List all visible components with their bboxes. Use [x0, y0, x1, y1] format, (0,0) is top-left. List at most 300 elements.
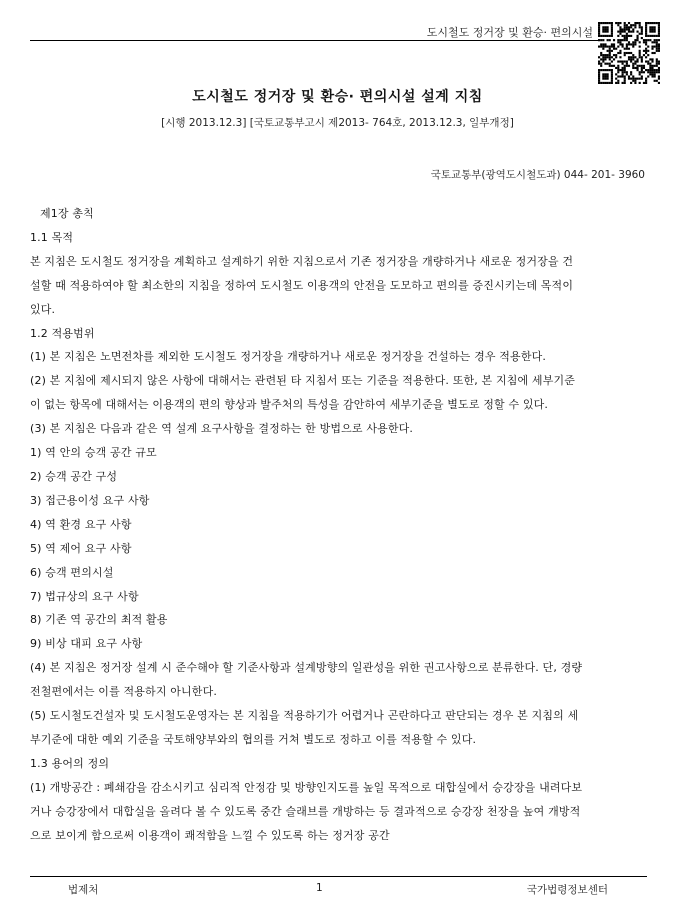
qr-module [619, 26, 621, 28]
qr-module [622, 69, 624, 71]
running-header-title: 도시철도 정거장 및 환승· 편의시설 [426, 26, 593, 39]
qr-module [626, 35, 628, 37]
qr-module [639, 33, 641, 35]
qr-module [634, 82, 636, 84]
qr-module [645, 28, 647, 30]
qr-module [647, 69, 649, 71]
page-number: 1 [316, 882, 323, 894]
qr-module [615, 22, 617, 24]
qr-module [604, 46, 606, 48]
qr-module [654, 46, 656, 48]
qr-module [611, 50, 613, 52]
qr-module [611, 80, 613, 82]
qr-module [622, 43, 624, 45]
qr-module [604, 26, 606, 28]
qr-module [598, 80, 600, 82]
qr-module [607, 46, 609, 48]
qr-module [611, 78, 613, 80]
qr-module [604, 56, 606, 58]
qr-module [636, 58, 638, 60]
qr-module [643, 54, 645, 56]
qr-module [649, 35, 651, 37]
qr-module [641, 65, 643, 67]
qr-module [630, 58, 632, 60]
qr-module [619, 69, 621, 71]
qr-module [611, 56, 613, 58]
qr-module [602, 60, 604, 62]
qr-module [643, 39, 645, 41]
list-item: 9) 비상 대피 요구 사항 [30, 637, 143, 651]
qr-module [641, 69, 643, 71]
list-item: 1) 역 안의 승객 공간 규모 [30, 446, 157, 460]
qr-module [636, 60, 638, 62]
qr-module [630, 78, 632, 80]
qr-module [611, 24, 613, 26]
qr-module [600, 58, 602, 60]
qr-module [651, 73, 653, 75]
qr-module [598, 75, 600, 77]
qr-module [658, 43, 660, 45]
qr-module [647, 22, 649, 24]
qr-module [598, 78, 600, 80]
qr-module [651, 48, 653, 50]
qr-module [634, 22, 636, 24]
qr-module [636, 69, 638, 71]
qr-module [645, 39, 647, 41]
qr-module [645, 24, 647, 26]
qr-module [641, 71, 643, 73]
paragraph-line: 거나 승강장에서 대합실을 올려다 볼 수 있도록 중간 슬래브를 개방하는 등 결과적으로 승강장 천장을 높여 개방적 [30, 804, 581, 818]
qr-module [604, 75, 606, 77]
qr-module [645, 50, 647, 52]
qr-module [609, 39, 611, 41]
qr-module [602, 73, 604, 75]
qr-module [598, 33, 600, 35]
qr-module [602, 58, 604, 60]
qr-module [619, 33, 621, 35]
qr-module [624, 67, 626, 69]
paragraph-line: 있다. [30, 302, 56, 316]
qr-module [651, 65, 653, 67]
qr-module [600, 65, 602, 67]
qr-module [645, 22, 647, 24]
qr-module [607, 31, 609, 33]
qr-module [628, 22, 630, 24]
qr-module [656, 48, 658, 50]
qr-module [636, 39, 638, 41]
qr-module [656, 41, 658, 43]
qr-module [658, 69, 660, 71]
qr-module [639, 41, 641, 43]
qr-module [628, 78, 630, 80]
qr-module [622, 35, 624, 37]
paragraph-line: (5) 도시철도건설자 및 도시철도운영자는 본 지침을 적용하기가 어렵거나 곤란하다고 판단되는 경우 본 지침의 세 [30, 709, 579, 723]
qr-module [658, 22, 660, 24]
qr-module [641, 26, 643, 28]
qr-module [622, 67, 624, 69]
qr-module [611, 75, 613, 77]
qr-module [641, 56, 643, 58]
qr-module [654, 31, 656, 33]
qr-module [647, 63, 649, 65]
qr-module [632, 41, 634, 43]
qr-module [609, 65, 611, 67]
qr-module [639, 26, 641, 28]
qr-module [632, 56, 634, 58]
qr-module [617, 82, 619, 84]
footer-source: 국가법령정보센터 [526, 884, 608, 896]
qr-module [626, 24, 628, 26]
qr-module [624, 24, 626, 26]
qr-module [628, 41, 630, 43]
qr-module [654, 80, 656, 82]
qr-module [636, 31, 638, 33]
qr-module [611, 26, 613, 28]
qr-module [630, 56, 632, 58]
qr-module [639, 65, 641, 67]
qr-module [609, 56, 611, 58]
qr-module [609, 22, 611, 24]
qr-module [641, 28, 643, 30]
qr-module [626, 39, 628, 41]
qr-module [634, 43, 636, 45]
qr-module [622, 75, 624, 77]
qr-module [619, 28, 621, 30]
qr-module [632, 65, 634, 67]
list-item: 5) 역 제어 요구 사항 [30, 541, 132, 555]
qr-module [634, 41, 636, 43]
qr-module [607, 63, 609, 65]
qr-module [656, 43, 658, 45]
document-title: 도시철도 정거장 및 환승· 편의시설 설계 지침 [192, 89, 483, 105]
header-divider [30, 40, 600, 41]
qr-module [658, 48, 660, 50]
list-item: 2) 승객 공간 구성 [30, 469, 118, 483]
qr-module [641, 37, 643, 39]
qr-module [602, 82, 604, 84]
qr-module [622, 71, 624, 73]
qr-module [624, 69, 626, 71]
qr-module [613, 39, 615, 41]
qr-module [602, 69, 604, 71]
qr-module [641, 31, 643, 33]
qr-module [613, 65, 615, 67]
qr-module [656, 63, 658, 65]
qr-module [624, 54, 626, 56]
qr-module [651, 28, 653, 30]
qr-module [645, 41, 647, 43]
qr-module [624, 52, 626, 54]
qr-module [607, 69, 609, 71]
qr-module [645, 48, 647, 50]
qr-module [611, 33, 613, 35]
list-item: 7) 법규상의 요구 사항 [30, 589, 139, 603]
qr-module [624, 31, 626, 33]
section-heading: 1.3 용어의 정의 [30, 756, 110, 770]
qr-module [628, 28, 630, 30]
document-subtitle: [시행 2013.12.3] [국토교통부고시 제2013- 764호, 2013.12.3, 일부개정] [161, 117, 514, 129]
qr-module [634, 39, 636, 41]
qr-module [658, 31, 660, 33]
qr-module [654, 35, 656, 37]
qr-module [654, 52, 656, 54]
qr-module [607, 73, 609, 75]
qr-module [600, 35, 602, 37]
qr-module [649, 31, 651, 33]
qr-module [626, 43, 628, 45]
qr-module [630, 35, 632, 37]
qr-module [598, 39, 600, 41]
qr-module [615, 56, 617, 58]
qr-module [645, 78, 647, 80]
qr-module [615, 82, 617, 84]
paragraph-line: 전철편에서는 이를 적용하지 아니한다. [30, 685, 218, 699]
qr-module [609, 50, 611, 52]
qr-module [651, 71, 653, 73]
qr-module [632, 63, 634, 65]
qr-module [604, 58, 606, 60]
qr-module [658, 78, 660, 80]
qr-module [649, 71, 651, 73]
qr-module [617, 80, 619, 82]
qr-module [628, 48, 630, 50]
qr-module [598, 24, 600, 26]
qr-module [651, 75, 653, 77]
qr-module [634, 63, 636, 65]
qr-module [617, 60, 619, 62]
qr-module [617, 35, 619, 37]
qr-module [611, 82, 613, 84]
qr-module [622, 82, 624, 84]
qr-module [654, 73, 656, 75]
qr-module [628, 31, 630, 33]
qr-module [624, 78, 626, 80]
qr-module [647, 46, 649, 48]
qr-module [600, 43, 602, 45]
qr-module [602, 35, 604, 37]
qr-module [651, 60, 653, 62]
qr-module [639, 71, 641, 73]
qr-module [649, 22, 651, 24]
qr-module [611, 69, 613, 71]
qr-module [634, 56, 636, 58]
qr-module [645, 33, 647, 35]
qr-module [647, 39, 649, 41]
qr-module [617, 46, 619, 48]
qr-module [624, 39, 626, 41]
qr-module [611, 22, 613, 24]
qr-module [630, 60, 632, 62]
qr-module [617, 67, 619, 69]
qr-module [604, 69, 606, 71]
qr-module [617, 39, 619, 41]
section-heading: 1.2 적용범위 [30, 326, 95, 340]
qr-module [658, 82, 660, 84]
qr-module [622, 28, 624, 30]
qr-module [649, 73, 651, 75]
qr-module [602, 43, 604, 45]
qr-module [658, 50, 660, 52]
qr-module [619, 56, 621, 58]
qr-module [609, 46, 611, 48]
qr-module [632, 75, 634, 77]
paragraph-line: (4) 본 지침은 정거장 설계 시 준수해야 할 기준사항과 설계방향의 일관성을 위한 권고사항으로 분류한다. 단, 경량 [30, 661, 583, 675]
qr-module [600, 82, 602, 84]
qr-module [641, 60, 643, 62]
qr-module [632, 43, 634, 45]
qr-module [598, 63, 600, 65]
qr-module [645, 60, 647, 62]
qr-module [658, 28, 660, 30]
qr-module [630, 73, 632, 75]
qr-module [604, 63, 606, 65]
qr-module [624, 75, 626, 77]
qr-module [626, 73, 628, 75]
qr-module [619, 75, 621, 77]
qr-module [658, 46, 660, 48]
qr-module [613, 54, 615, 56]
qr-module [641, 58, 643, 60]
qr-module [604, 43, 606, 45]
qr-module [632, 80, 634, 82]
qr-module [609, 82, 611, 84]
qr-module [647, 35, 649, 37]
qr-module [600, 39, 602, 41]
qr-module [611, 46, 613, 48]
qr-module [654, 65, 656, 67]
qr-module [628, 26, 630, 28]
qr-module [649, 28, 651, 30]
qr-module [600, 52, 602, 54]
qr-module [639, 78, 641, 80]
qr-module [626, 60, 628, 62]
qr-module [602, 28, 604, 30]
qr-module [615, 78, 617, 80]
qr-module [656, 80, 658, 82]
qr-module [651, 31, 653, 33]
qr-module [617, 75, 619, 77]
qr-module [632, 24, 634, 26]
qr-module [656, 50, 658, 52]
qr-module [622, 39, 624, 41]
qr-module [598, 28, 600, 30]
list-item: 4) 역 환경 요구 사항 [30, 517, 132, 531]
qr-module [626, 65, 628, 67]
qr-module [656, 22, 658, 24]
qr-module [613, 46, 615, 48]
qr-module [626, 26, 628, 28]
chapter-heading: 제1장 총칙 [40, 207, 94, 220]
qr-module [617, 71, 619, 73]
qr-module [609, 63, 611, 65]
qr-module [654, 71, 656, 73]
qr-module [624, 71, 626, 73]
qr-module [651, 67, 653, 69]
qr-module [641, 33, 643, 35]
qr-module [630, 43, 632, 45]
qr-module [651, 46, 653, 48]
qr-module [639, 73, 641, 75]
qr-module [609, 58, 611, 60]
qr-module [622, 60, 624, 62]
qr-module [604, 73, 606, 75]
qr-module [617, 65, 619, 67]
qr-module [636, 67, 638, 69]
qr-module [624, 60, 626, 62]
qr-module [602, 75, 604, 77]
qr-module [607, 54, 609, 56]
qr-module [658, 26, 660, 28]
qr-module [611, 43, 613, 45]
qr-module [649, 63, 651, 65]
qr-module [649, 69, 651, 71]
qr-module [654, 41, 656, 43]
qr-module [630, 26, 632, 28]
qr-module [639, 50, 641, 52]
qr-module [602, 48, 604, 50]
qr-module [613, 48, 615, 50]
qr-module [626, 71, 628, 73]
qr-module [649, 39, 651, 41]
qr-module [602, 39, 604, 41]
qr-module [602, 56, 604, 58]
qr-module [628, 58, 630, 60]
qr-module [611, 73, 613, 75]
qr-module [645, 26, 647, 28]
qr-code-icon [598, 22, 660, 84]
qr-module [615, 54, 617, 56]
qr-module [619, 60, 621, 62]
qr-module [607, 39, 609, 41]
qr-module [609, 54, 611, 56]
qr-module [632, 78, 634, 80]
qr-module [658, 71, 660, 73]
qr-module [634, 67, 636, 69]
qr-module [654, 22, 656, 24]
qr-module [600, 54, 602, 56]
qr-module [658, 75, 660, 77]
qr-module [632, 46, 634, 48]
qr-module [643, 71, 645, 73]
qr-module [649, 65, 651, 67]
qr-module [598, 46, 600, 48]
qr-module [624, 37, 626, 39]
qr-module [639, 82, 641, 84]
qr-module [613, 43, 615, 45]
qr-module [607, 82, 609, 84]
qr-module [613, 58, 615, 60]
qr-module [647, 50, 649, 52]
qr-module [622, 73, 624, 75]
qr-module [628, 43, 630, 45]
qr-module [630, 31, 632, 33]
qr-module [619, 31, 621, 33]
qr-module [630, 71, 632, 73]
qr-module [604, 82, 606, 84]
qr-module [643, 67, 645, 69]
qr-module [604, 54, 606, 56]
qr-module [617, 69, 619, 71]
qr-module [630, 52, 632, 54]
qr-module [645, 43, 647, 45]
qr-module [604, 28, 606, 30]
list-item: 3) 접근용이성 요구 사항 [30, 493, 150, 507]
qr-module [636, 65, 638, 67]
qr-module [628, 65, 630, 67]
qr-module [645, 31, 647, 33]
qr-module [602, 22, 604, 24]
qr-module [624, 48, 626, 50]
